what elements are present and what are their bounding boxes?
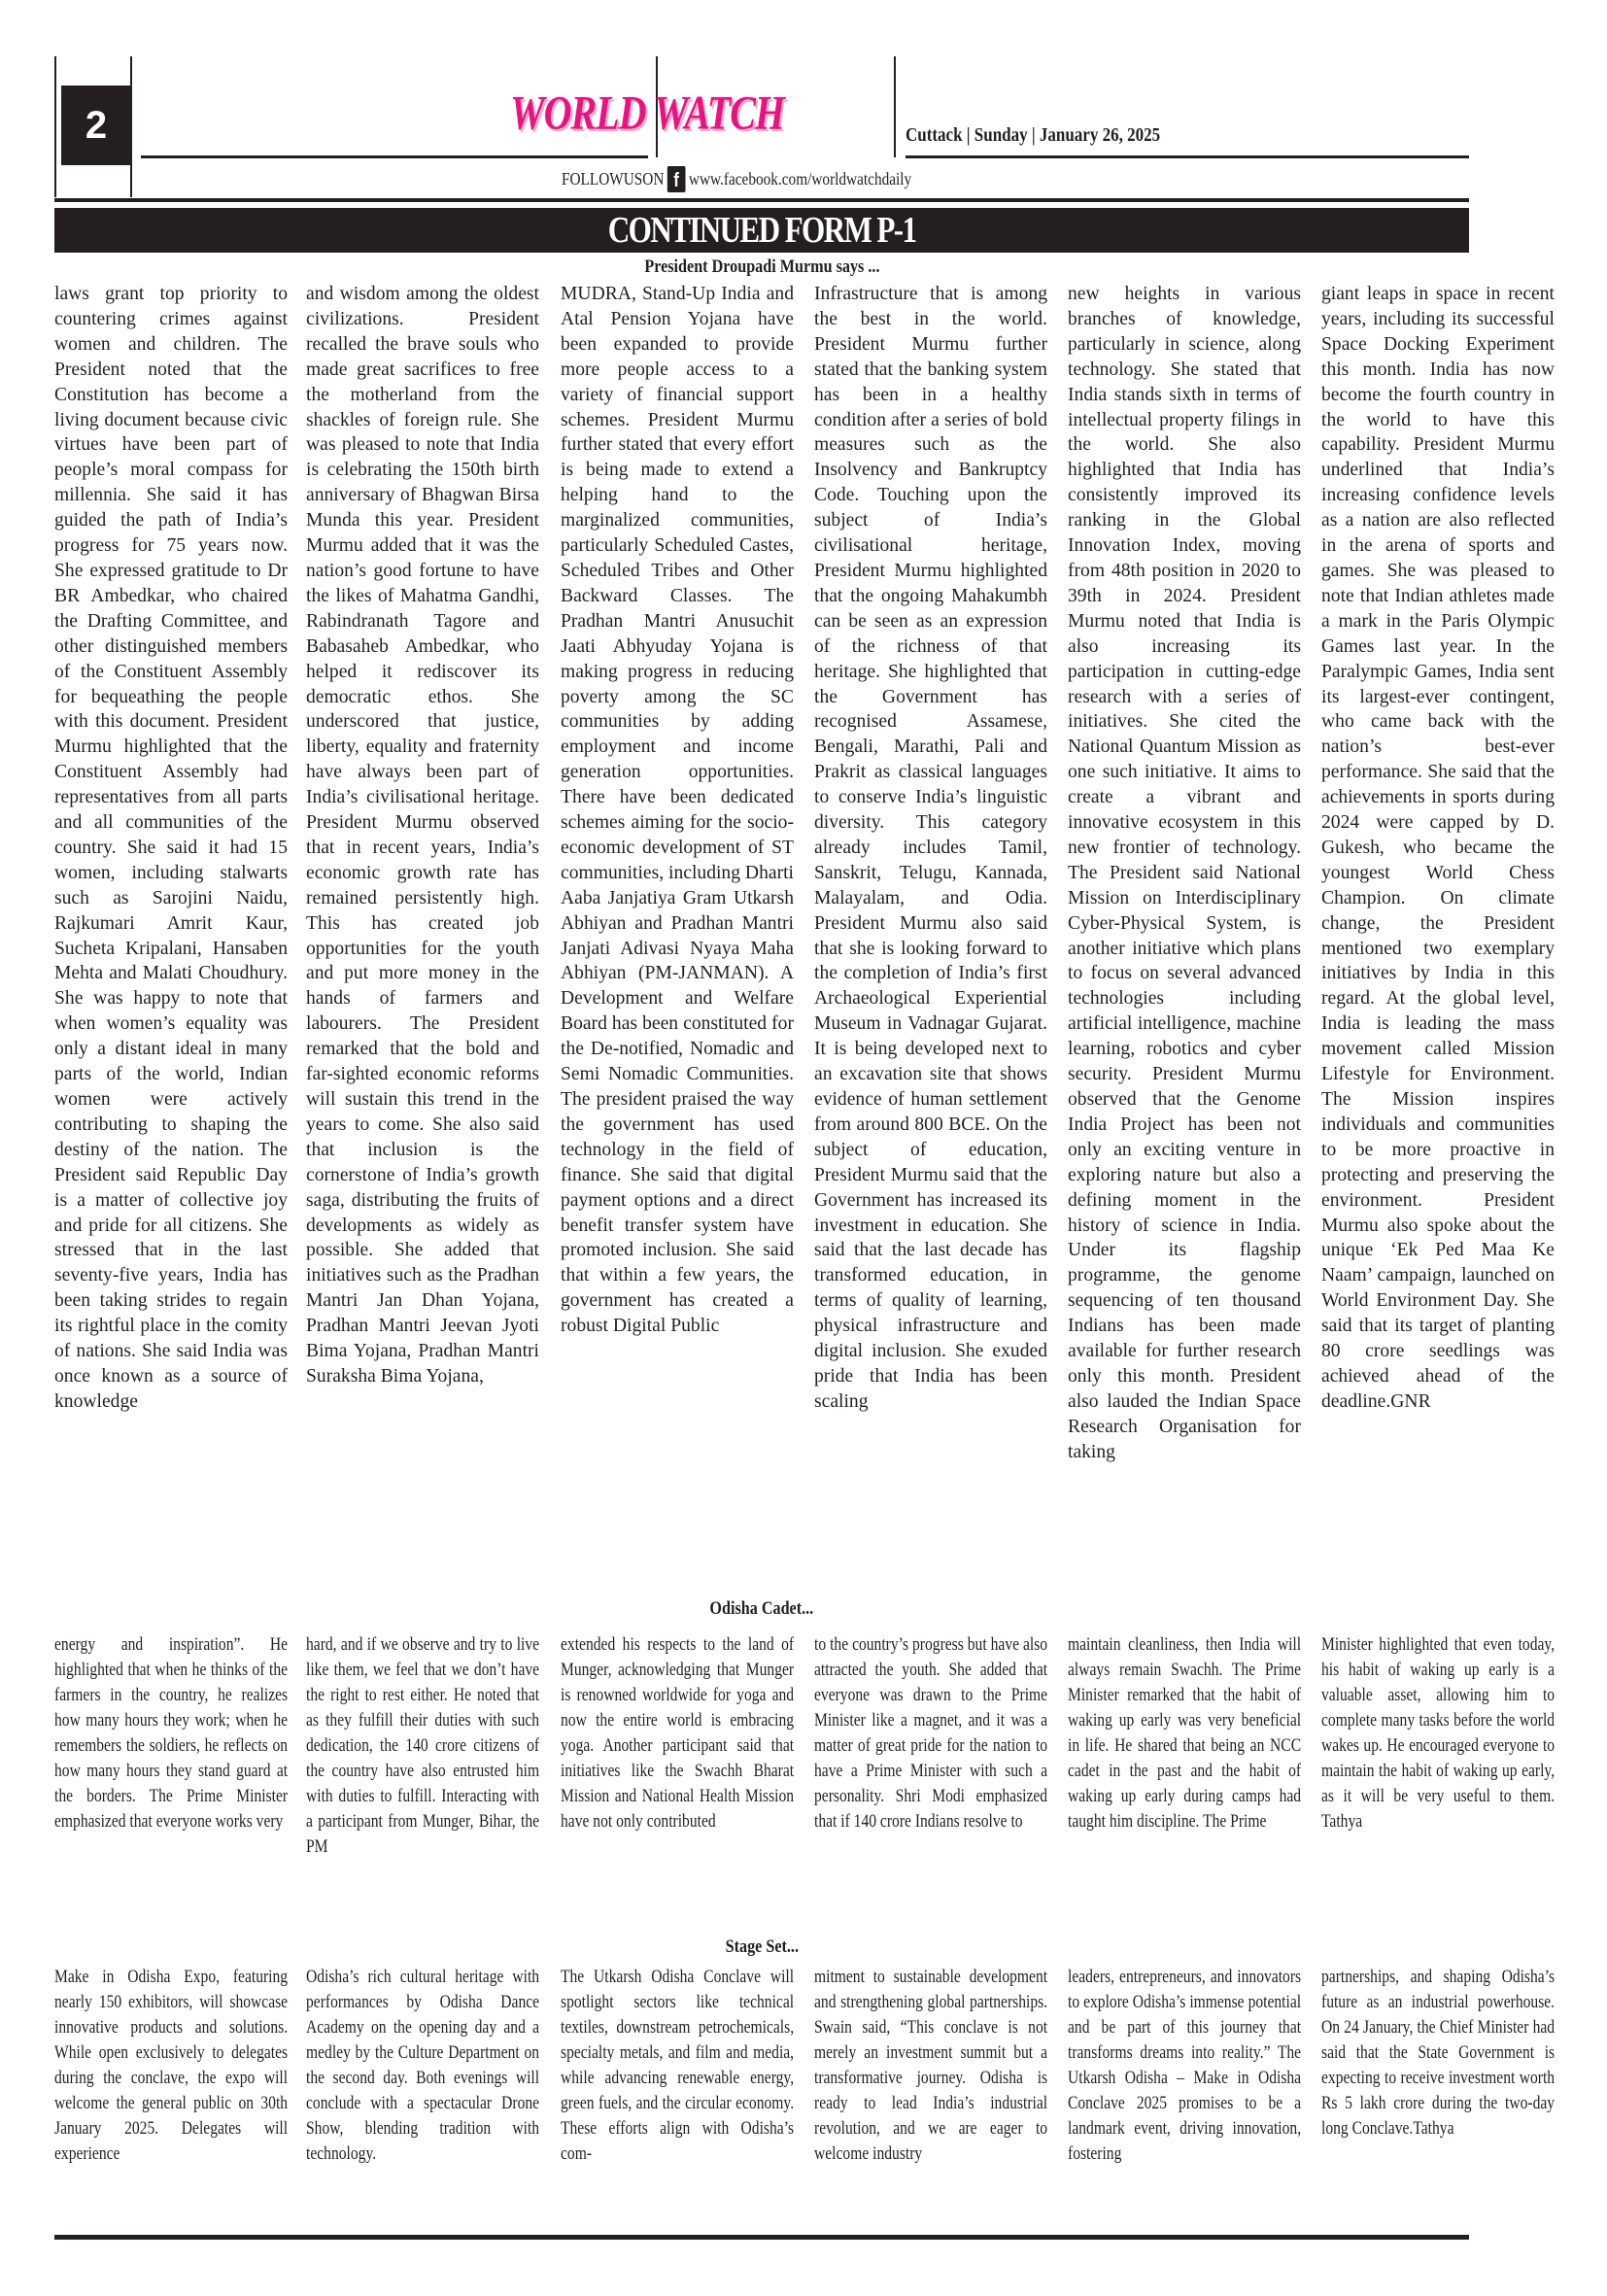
continued-banner bbox=[54, 208, 1469, 253]
dateline: Cuttack | Sunday | January 26, 2025 bbox=[906, 124, 1161, 146]
article-column bbox=[814, 1632, 1047, 1912]
column-text: MUDRA, Stand-Up India and Atal Pension Yojana have been expanded to provide more people access to a variety of financial support schemes. President Murmu further stated that every effort is being made to extend a helping hand to the marginalized communities, particularly Scheduled Castes, Scheduled Tribes and Other Backward Classes. The Pradhan Mantri Anusuchit Jaati Abhyuday Yojana is making progress in reducing poverty among the SC communities by adding employment and income generation opportunities. There have been dedicated schemes aiming for the socio-economic development of ST communities, including Dharti Aaba Janjatiya Gram Utkarsh Abhiyan and Pradhan Mantri Janjati Adivasi Nyaya Maha Abhiyan (PM-JANMAN). A Development and Welfare Board has been constituted for the De-notified, Nomadic and Semi Nomadic Communities. The president praised the way the government has used technology in the field of finance. She said that digital payment options and a direct benefit transfer system have promoted inclusion. She said that within a few years, the government has created a robust Digital Public bbox=[561, 284, 794, 1337]
article-column bbox=[1068, 282, 1301, 1574]
article-column bbox=[306, 1632, 539, 1912]
article-column bbox=[814, 282, 1047, 1574]
column-text: Minister highlighted that even today, his habit of waking up early is a valuable asset, allowing him to complete many tasks before the world wakes up. He encouraged everyone to maintain the habit of waking up early, as it will be very useful to them. Tathya bbox=[1321, 1634, 1555, 1832]
page-number: 2 bbox=[61, 86, 131, 165]
column-text: and wisdom among the oldest civilizations. President recalled the brave souls who made great sacrifices to free the motherland from the shackles of foreign rule. She was pleased to note that India is celebrating the 150th birth anniversary of Bhagwan Birsa Munda this year. President Murmu added that it was the nation’s good fortune to have the likes of Mahatma Gandhi, Rabindranath Tagore and Babasaheb Ambedkar, who helped it rediscover its democratic ethos. She underscored that justice, liberty, equality and fraternity have always been part of India’s civilisational heritage. President Murmu observed that in recent years, India’s economic growth rate has remained persistently high. This has created job opportunities for the youth and put more money in the hands of farmers and labourers. The President remarked that the bold and far-sighted economic reforms will sustain this trend in the years to come. She also said that inclusion is the cornerstone of India’s growth saga, distributing the fruits of developments as widely as possible. She added that initiatives such as the Pradhan Mantri Jan Dhan Yojana, Pradhan Mantri Jeevan Jyoti Bima Yojana, Pradhan Mantri Suraksha Bima Yojana, bbox=[306, 284, 539, 1387]
article-column bbox=[1321, 282, 1555, 1574]
article-column bbox=[1321, 1632, 1555, 1912]
column-text: laws grant top priority to countering crimes against women and children. The President noted that the Constitution has become a living document because civic virtues have been part of people’s moral compass for millennia. She said it has guided the path of India’s progress for 75 years now. She expressed gratitude to Dr BR Ambedkar, who chaired the Drafting Committee, and other distinguished members of the Constituent Assembly for bequeathing the people with this document. President Murmu highlighted that the Constituent Assembly had representatives from all parts and all communities of the country. She said it had 15 women, including stalwarts such as Sarojini Naidu, Rajkumari Amrit Kaur, Sucheta Kripalani, Hansaben Mehta and Malati Choudhury. She was happy to note that when women’s equality was only a distant ideal in many parts of the world, Indian women were actively contributing to shaping the destiny of the nation. The President said Republic Day is a matter of collective joy and pride for all citizens. She stressed that in the last seventy-five years, India has been taking strides to regain its rightful place in the comity of nations. She said India was once known as a source of knowledge bbox=[54, 284, 288, 1412]
banner-title: CONTINUED FORM P-1 bbox=[607, 210, 916, 251]
article-column bbox=[54, 1632, 288, 1912]
column-text: Infrastructure that is among the best in the world. President Murmu further stated that the banking system has been in a healthy condition after a series of bold measures such as the Insolvency and Bankruptcy Code. Touching upon the subject of India’s civilisational heritage, President Murmu highlighted that the ongoing Mahakumbh can be seen as an expression of the richness of that heritage. She highlighted that the Government has recognised Assamese, Bengali, Marathi, Pali and Prakrit as classical languages to conserve India’s linguistic diversity. This category already includes Tamil, Sanskrit, Telugu, Kannada, Malayalam, and Odia. President Murmu also said that she is looking forward to the completion of India’s first Archaeological Experiential Museum in Vadnagar Gujarat. It is being developed next to an excavation site that shows evidence of human settlement from around 800 BCE. On the subject of education, President Murmu said that the Government has increased its investment in education. She said that the last decade has transformed education, in terms of quality of learning, physical infrastructure and digital inclusion. She exuded pride that India has been scaling bbox=[814, 284, 1047, 1412]
subhead-text: Stage Set... bbox=[725, 1936, 799, 1957]
article-subhead-odisha-cadet bbox=[54, 1598, 1469, 1620]
article-column bbox=[814, 1965, 1047, 2246]
article-column bbox=[561, 282, 794, 1574]
follow-label: FOLLOWUSON bbox=[562, 169, 665, 188]
column-text: Make in Odisha Expo, featuring nearly 150 exhibitors, will showcase innovative products and solutions. While open exclusively to delegates during the conclave, the expo will welcome the general public on 30th January 2025. Delegates will experience bbox=[54, 1967, 288, 2164]
masthead-underline-right bbox=[906, 155, 1469, 158]
column-text: hard, and if we observe and try to live like them, we feel that we don’t have the right to rest either. He noted that as they fulfill their duties with such dedication, the 140 crore citizens of the country have also entrusted him with duties to fulfill. Interacting with a participant from Munger, Bihar, the PM bbox=[306, 1634, 539, 1857]
subhead-text: President Droupadi Murmu says ... bbox=[643, 257, 880, 277]
column-text: Odisha’s rich cultural heritage with performances by Odisha Dance Academy on the opening day and a medley by the Culture Department on the second day. Both evenings will conclude with a spectacular Drone Show, blending tradition with technology. bbox=[306, 1967, 539, 2164]
article-column bbox=[1068, 1632, 1301, 1912]
column-text: giant leaps in space in recent years, including its successful Space Docking Experiment this month. India has now become the fourth country in the world to have this capability. President Murmu underlined that India’s increasing confidence levels as a nation are also reflected in the arena of sports and games. She was pleased to note that Indian athletes made a mark in the Paris Olympic Games last year. In the Paralympic Games, India sent its largest-ever contingent, who came back with the nation’s best-ever performance. She said that the achievements in sports during 2024 were capped by D. Gukesh, who became the youngest World Chess Champion. On climate change, the President mentioned two exemplary initiatives by India in this regard. At the global level, India is leading the mass movement called Mission Lifestyle for Environment. The Mission inspires individuals and communities to be more proactive in protecting and preserving the environment. President Murmu also spoke about the unique ‘Ek Ped Maa Ke Naam’ campaign, launched on World Environment Day. She said that its target of planting 80 crore seedlings was achieved ahead of the deadline.GNR bbox=[1321, 284, 1555, 1412]
column-text: mitment to sustainable development and strengthening global partnerships. Swain said, “This conclave is not merely an investment summit but a transformative journey. Odisha is ready to lead India’s industrial revolution, and we are eager to welcome industry bbox=[814, 1967, 1047, 2164]
column-text: to the country’s progress but have also attracted the youth. She added that everyone was drawn to the Prime Minister like a magnet, and it was a matter of great pride for the nation to have a Prime Minister with such a personality. Shri Modi emphasized that if 140 crore Indians resolve to bbox=[814, 1634, 1047, 1832]
article-subhead-president bbox=[54, 257, 1469, 278]
article-column bbox=[1068, 1965, 1301, 2246]
column-text: leaders, entrepreneurs, and innovators to explore Odisha’s immense potential and be part of this journey that transforms dreams into reality.” The Utkarsh Odisha – Make in Odisha Conclave 2025 promises to be a landmark event, driving innovation, fostering bbox=[1068, 1967, 1301, 2164]
facebook-link[interactable]: www.facebook.com/worldwatchdaily bbox=[688, 169, 912, 188]
column-text: extended his respects to the land of Munger, acknowledging that Munger is renowned worldwide for yoga and now the entire world is embracing yoga. Another participant said that initiatives like the Swachh Bharat Mission and National Health Mission have not only contributed bbox=[561, 1634, 794, 1832]
subhead-text: Odisha Cadet... bbox=[709, 1598, 814, 1619]
masthead-left-rule bbox=[54, 56, 56, 197]
column-text: The Utkarsh Odisha Conclave will spotlight sectors like technical textiles, downstream petrochemicals, specialty metals, and film and media, while advancing renewable energy, green fuels, and the circular economy. These efforts align with Odisha’s com- bbox=[561, 1967, 794, 2164]
article-column bbox=[561, 1965, 794, 2246]
masthead-bottom-rule bbox=[54, 198, 1469, 202]
masthead-date-rule bbox=[894, 56, 896, 157]
article-column bbox=[54, 282, 288, 1574]
article-column bbox=[306, 282, 539, 1574]
page-bottom-rule bbox=[54, 2235, 1469, 2240]
column-text: partnerships, and shaping Odisha’s future as an industrial powerhouse. On 24 January, the Chief Minister had said that the State Government is expecting to receive investment worth Rs 5 lakh crore during the two-day long Conclave.Tathya bbox=[1321, 1967, 1555, 2139]
article-column bbox=[54, 1965, 288, 2246]
article-column bbox=[561, 1632, 794, 1912]
facebook-icon[interactable]: f bbox=[667, 166, 686, 192]
column-text: new heights in various branches of knowledge, particularly in science, along technology. She stated that India stands sixth in terms of intellectual property filings in the world. She also highlighted that India has consistently improved its ranking in the Global Innovation Index, moving from 48th position in 2020 to 39th in 2024. President Murmu noted that India is also increasing its participation in cutting-edge research with a series of initiatives. She cited the National Quantum Mission as one such initiative. It aims to create a vibrant and innovative ecosystem in this new frontier of technology. The President said National Mission on Interdisciplinary Cyber-Physical System, is another initiative which plans to focus on several advanced technologies including artificial intelligence, machine learning, robotics and cyber security. President Murmu observed that the Genome India Project has been not only an exciting venture in exploring nature but also a defining moment in the history of science in India. Under its flagship programme, the genome sequencing of ten thousand Indians has been made available for further research only this month. President also lauded the Indian Space Research Organisation for taking bbox=[1068, 284, 1301, 1462]
masthead-underline-left bbox=[141, 155, 648, 158]
article-column bbox=[306, 1965, 539, 2246]
follow-us-bar bbox=[562, 166, 911, 192]
world-watch-logo: WORLD WATCH bbox=[510, 85, 785, 140]
article-subhead-stage-set bbox=[54, 1936, 1469, 1958]
column-text: maintain cleanliness, then India will always remain Swachh. The Prime Minister remarked that the habit of waking up early was very beneficial in life. He shared that being an NCC cadet in the past and the habit of waking up early during camps had taught him discipline. The Prime bbox=[1068, 1634, 1301, 1832]
article-column bbox=[1321, 1965, 1555, 2246]
column-text: energy and inspiration”. He highlighted that when he thinks of the farmers in the country, he realizes how many hours they work; when he remembers the soldiers, he reflects on how many hours they stand guard at the borders. The Prime Minister emphasized that everyone works very bbox=[54, 1634, 288, 1832]
